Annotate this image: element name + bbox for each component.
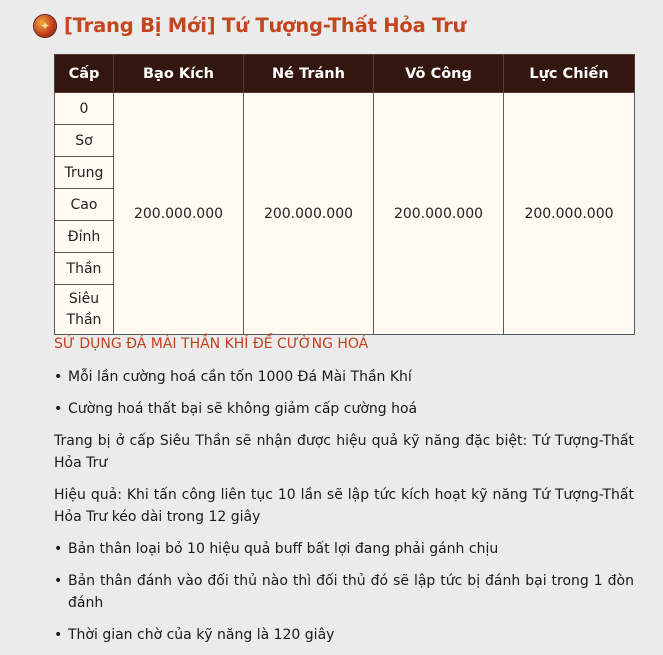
title-row	[34, 14, 466, 37]
level-cell: Cao	[55, 189, 114, 221]
section-heading: SỬ DỤNG ĐÁ MÀI THẦN KHÍ ĐỂ CƯỜNG HOÁ	[54, 336, 369, 352]
value-bao-kich: 200.000.000	[114, 93, 244, 335]
page-title: [Trang Bị Mới] Tứ Tượng-Thất Hỏa Trư	[64, 14, 467, 37]
value-ne-tranh: 200.000.000	[244, 93, 374, 335]
list-item-text: Bản thân đánh vào đối thủ nào thì đối thủ đó sẽ lập tức bị đánh bại trong 1 đòn đánh	[68, 573, 634, 611]
level-cell: Đỉnh	[55, 221, 114, 253]
value-luc-chien: 200.000.000	[504, 93, 635, 335]
header-bao-kich: Bạo Kích	[114, 55, 244, 93]
bullet-icon: •	[54, 573, 63, 589]
level-cell: Thần	[55, 253, 114, 285]
value-vo-cong: 200.000.000	[374, 93, 504, 335]
table-row	[55, 93, 635, 125]
level-cell: 0	[55, 93, 114, 125]
emblem-icon: ✦	[34, 15, 56, 37]
bullet-icon: •	[54, 541, 63, 557]
skill-description: Trang bị ở cấp Siêu Thần sẽ nhận được hiệu quả kỹ năng đặc biệt: Tứ Tượng-Thất Hỏa Trư	[54, 433, 634, 471]
stats-table	[54, 54, 635, 335]
effect-description: Hiệu quả: Khi tấn công liên tục 10 lần sẽ lập tức kích hoạt kỹ năng Tứ Tượng-Thất Hỏa Trư kéo dài trong 12 giây	[54, 487, 634, 525]
level-cell: Trung	[55, 157, 114, 189]
bullet-icon: •	[54, 401, 63, 417]
level-cell: Sơ	[55, 125, 114, 157]
header-ne-tranh: Né Tránh	[244, 55, 374, 93]
level-cell: Siêu Thần	[55, 285, 114, 335]
list-item-text: Cường hoá thất bại sẽ không giảm cấp cường hoá	[68, 401, 418, 417]
list-item-text: Thời gian chờ của kỹ năng là 120 giây	[68, 627, 335, 643]
table-header-row	[55, 55, 635, 93]
header-cap: Cấp	[55, 55, 114, 93]
list-item-text: Mỗi lần cường hoá cần tốn 1000 Đá Mài Thần Khí	[68, 369, 412, 385]
header-vo-cong: Võ Công	[374, 55, 504, 93]
list-item-text: Bản thân loại bỏ 10 hiệu quả buff bất lợi đang phải gánh chịu	[68, 541, 499, 557]
bullet-icon: •	[54, 627, 63, 643]
bullet-icon: •	[54, 369, 63, 385]
header-luc-chien: Lực Chiến	[504, 55, 635, 93]
